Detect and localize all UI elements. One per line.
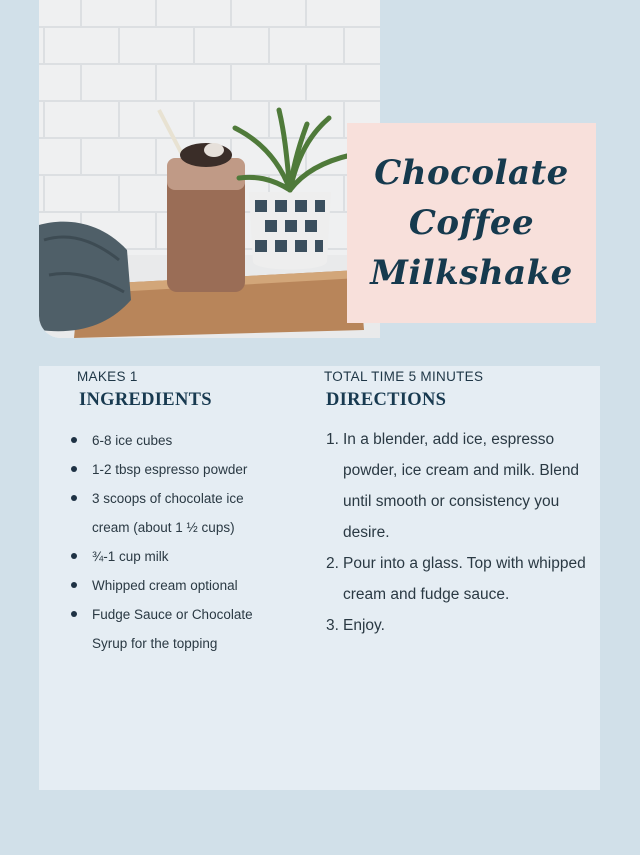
- ingredient-item: [71, 455, 281, 484]
- ingredient-text: 1-2 tbsp espresso powder: [92, 462, 248, 477]
- ingredient-item: [71, 571, 281, 600]
- ingredient-item: [71, 542, 281, 571]
- ingredient-item: [71, 484, 281, 542]
- ingredient-text: Whipped cream optional: [92, 578, 238, 593]
- ingredient-item: [71, 426, 281, 455]
- directions-heading: DIRECTIONS: [326, 390, 447, 410]
- ingredients-list: [71, 426, 281, 658]
- recipe-title-card: [347, 123, 596, 323]
- step-number: 1.: [326, 431, 339, 448]
- total-time-label: TOTAL TIME 5 MINUTES: [324, 369, 484, 384]
- recipe-title-line: Chocolate: [374, 153, 569, 193]
- ingredient-text: 6-8 ice cubes: [92, 433, 173, 448]
- direction-step: [326, 424, 588, 548]
- direction-step: [326, 548, 588, 610]
- ingredient-item: [71, 600, 281, 658]
- milkshake-photo: [39, 0, 380, 338]
- milkshake-photo-illustration: [39, 0, 380, 338]
- step-number: 2.: [326, 555, 339, 572]
- step-text: Enjoy.: [343, 617, 385, 634]
- bullet-icon: [71, 466, 77, 472]
- bullet-icon: [71, 495, 77, 501]
- step-text: In a blender, add ice, espresso powder, ice cream and milk. Blend until smooth or consistency you desire.: [343, 431, 580, 541]
- ingredient-text: 3 scoops of chocolate ice cream (about 1 ½ cups): [92, 491, 244, 535]
- bullet-icon: [71, 437, 77, 443]
- bullet-icon: [71, 582, 77, 588]
- ingredients-heading: INGREDIENTS: [79, 390, 212, 410]
- step-number: 3.: [326, 617, 339, 634]
- direction-step: [326, 610, 588, 641]
- recipe-title-line: Coffee: [408, 203, 535, 243]
- recipe-card: [39, 366, 600, 790]
- servings-label: MAKES 1: [77, 369, 138, 384]
- ingredient-text: ¾-1 cup milk: [92, 549, 169, 564]
- bullet-icon: [71, 611, 77, 617]
- bullet-icon: [71, 553, 77, 559]
- step-text: Pour into a glass. Top with whipped cream and fudge sauce.: [343, 555, 586, 603]
- recipe-title-line: Milkshake: [370, 253, 573, 293]
- ingredient-text: Fudge Sauce or Chocolate Syrup for the topping: [92, 607, 253, 651]
- directions-list: [326, 424, 588, 641]
